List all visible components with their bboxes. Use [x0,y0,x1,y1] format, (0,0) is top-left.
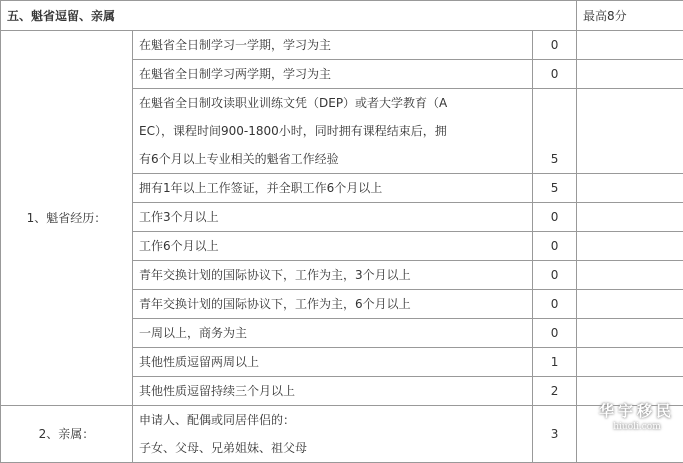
empty-cell [577,203,683,232]
points-cell: 0 [533,60,577,89]
empty-cell [577,232,683,261]
empty-cell [577,290,683,319]
empty-cell [577,174,683,203]
criterion-cell: 工作6个月以上 [133,232,533,261]
empty-cell [577,31,683,60]
empty-cell [577,89,683,174]
table-row [1,31,683,60]
empty-cell [577,319,683,348]
empty-cell [577,60,683,89]
points-cell: 1 [533,348,577,377]
criterion-cell: 拥有1年以上工作签证，并全职工作6个月以上 [133,174,533,203]
relatives-label: 2、亲属： [1,406,133,463]
criterion-line: 子女、父母、兄弟姐妹、祖父母 [139,434,526,462]
criterion-cell: 一周以上，商务为主 [133,319,533,348]
criterion-cell [133,89,533,174]
criterion-line: 有6个月以上专业相关的魁省工作经验 [139,145,526,173]
watermark-url: hiuoli.com [597,422,677,433]
section-header-row [1,1,683,31]
criterion-cell: 青年交换计划的国际协议下，工作为主，6个月以上 [133,290,533,319]
criterion-cell: 工作3个月以上 [133,203,533,232]
criterion-line: 在魁省全日制攻读职业训练文凭（DEP）或者大学教育（A [139,89,526,117]
points-cell: 5 [533,89,577,174]
max-score-label: 最高8分 [577,1,683,31]
points-cell: 5 [533,174,577,203]
points-cell: 0 [533,319,577,348]
criterion-line: 申请人、配偶或同居伴侣的： [139,406,526,434]
points-cell: 0 [533,203,577,232]
points-cell: 0 [533,290,577,319]
empty-cell [577,348,683,377]
criterion-cell [133,406,533,463]
watermark-logo [597,400,677,440]
empty-cell [577,261,683,290]
points-cell: 0 [533,31,577,60]
points-cell: 0 [533,232,577,261]
watermark-text: 华宇移民 [597,400,677,422]
criterion-cell: 在魁省全日制学习一学期，学习为主 [133,31,533,60]
points-cell: 3 [533,406,577,463]
criterion-cell: 其他性质逗留两周以上 [133,348,533,377]
points-cell: 2 [533,377,577,406]
criterion-cell: 青年交换计划的国际协议下，工作为主，3个月以上 [133,261,533,290]
table-row [1,406,683,463]
points-cell: 0 [533,261,577,290]
criterion-line: EC），课程时间900-1800小时，同时拥有课程结束后，拥 [139,117,526,145]
section-title: 五、魁省逗留、亲属 [1,1,577,31]
criterion-cell: 在魁省全日制学习两学期，学习为主 [133,60,533,89]
criterion-cell: 其他性质逗留持续三个月以上 [133,377,533,406]
quebec-experience-label: 1、魁省经历： [1,31,133,406]
